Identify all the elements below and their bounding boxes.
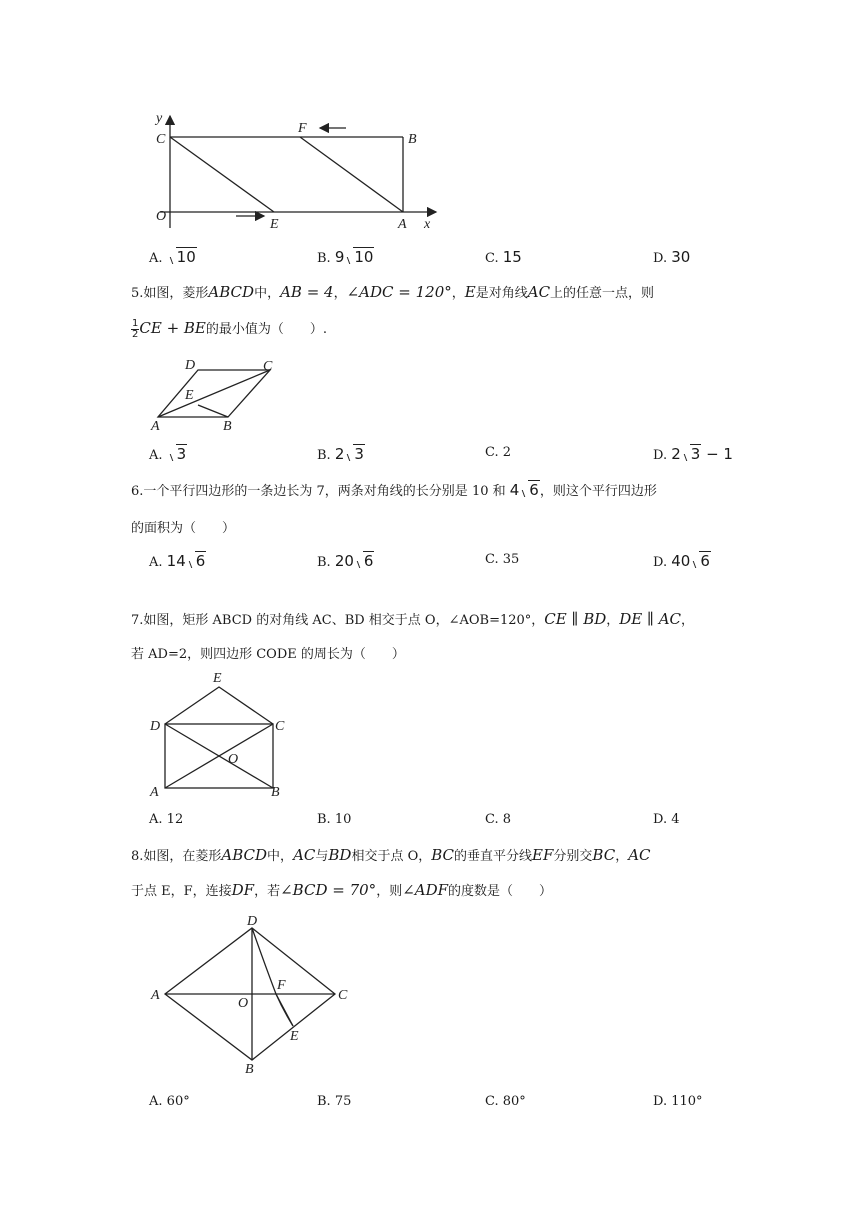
q7-stem-line2: 若 AD=2，则四边形 CODE 的周长为（ ）: [131, 647, 405, 662]
q7-option-c[interactable]: C. 8: [485, 812, 512, 827]
q7-option-a[interactable]: A. 12: [149, 812, 184, 827]
sqrt: 10: [167, 248, 197, 266]
q4-options: [149, 248, 749, 270]
q5-stem-line1: 5.如图，菱形ABCD中，AB = 4，∠ADC = 120°，E是对角线AC上的任意一点，则: [131, 283, 655, 301]
q5-options: [149, 445, 749, 467]
q6-stem-line2: 的面积为（ ）: [131, 521, 236, 536]
q4-label-b: B: [408, 132, 417, 147]
q7-label-a: A: [150, 785, 159, 800]
q4-figure: [150, 110, 450, 235]
q5-option-b[interactable]: B. 2 3: [317, 445, 364, 463]
q7-figure: [145, 668, 295, 800]
q5-option-a[interactable]: A. 3: [149, 445, 187, 463]
q8-stem-line1: 8.如图，在菱形ABCD中，AC与BD相交于点 O，BC的垂直平分线EF分别交BC，AC: [131, 846, 651, 864]
option-value: 15: [502, 248, 522, 266]
q8-label-o: O: [238, 996, 249, 1011]
q8-label-d: D: [247, 914, 258, 929]
q4-label-y: y: [156, 111, 163, 126]
q6-stem-line1: 6.一个平行四边形的一条边长为 7，两条对角线的长分别是 10 和 4 6，则这个平行四边形: [131, 481, 657, 499]
q7-label-e: E: [213, 671, 222, 686]
option-value: 30: [671, 248, 691, 266]
q8-stem-line2: 于点 E，F，连接DF，若∠BCD = 70°，则∠ADF的度数是（ ）: [131, 881, 553, 899]
q6-option-a[interactable]: A. 14 6: [149, 552, 206, 570]
coef: 9: [334, 248, 345, 266]
fraction: $\frac{1}{2}$: [132, 318, 139, 340]
q4-label-e: E: [270, 217, 279, 232]
q4-option-b[interactable]: [317, 248, 374, 266]
q4-option-a[interactable]: [149, 248, 197, 266]
option-label: B.: [317, 251, 331, 266]
q7-option-b[interactable]: B. 10: [317, 812, 352, 827]
q5-figure: [145, 358, 285, 433]
q8-label-a: A: [151, 988, 160, 1003]
q6-options: [149, 552, 749, 574]
q4-label-a: A: [398, 217, 407, 232]
q5-stem-line2: $\frac{1}{2}CE$ + BE的最小值为（ ）.: [132, 318, 328, 340]
q5-option-c[interactable]: C. 2: [485, 445, 512, 460]
q7-label-d: D: [150, 719, 161, 734]
sqrt: 10: [344, 248, 374, 266]
q8-label-f: F: [277, 978, 286, 993]
q5-label-d: D: [185, 358, 196, 373]
q8-figure: [145, 910, 360, 1080]
q6-option-b[interactable]: B. 20 6: [317, 552, 374, 570]
q4-label-f: F: [298, 121, 307, 136]
q6-option-d[interactable]: D. 40 6: [653, 552, 710, 570]
q4-option-d[interactable]: [653, 248, 690, 266]
q4-label-o: O: [156, 209, 167, 224]
q7-label-b: B: [271, 785, 280, 800]
q7-option-d[interactable]: D. 4: [653, 812, 680, 827]
q8-option-b[interactable]: B. 75: [317, 1094, 352, 1109]
q7-stem-line1: 7.如图，矩形 ABCD 的对角线 AC、BD 相交于点 O，∠AOB=120°，CE ∥ BD，DE ∥ AC，: [131, 610, 695, 628]
option-label: A.: [149, 251, 163, 266]
q6-option-c[interactable]: C. 35: [485, 552, 520, 567]
q4-option-c[interactable]: [485, 248, 522, 266]
q8-option-a[interactable]: A. 60°: [149, 1094, 190, 1109]
q4-label-x: x: [424, 217, 431, 232]
option-label: C.: [485, 251, 499, 266]
q5-label-b: B: [223, 419, 232, 433]
q7-label-o: O: [228, 752, 239, 767]
q8-label-e: E: [290, 1029, 299, 1044]
q8-options: [149, 1094, 749, 1116]
q5-label-e: E: [185, 388, 194, 403]
q4-label-c: C: [156, 132, 166, 147]
q8-option-c[interactable]: C. 80°: [485, 1094, 526, 1109]
q7-options: [149, 812, 749, 834]
q8-option-d[interactable]: D. 110°: [653, 1094, 703, 1109]
option-label: D.: [653, 251, 668, 266]
q5-option-d[interactable]: D. 2 3 − 1: [653, 445, 733, 463]
q7-label-c: C: [275, 719, 285, 734]
q5-label-a: A: [151, 419, 160, 433]
q8-label-b: B: [245, 1062, 254, 1077]
q8-label-c: C: [338, 988, 348, 1003]
q5-label-c: C: [263, 359, 273, 374]
